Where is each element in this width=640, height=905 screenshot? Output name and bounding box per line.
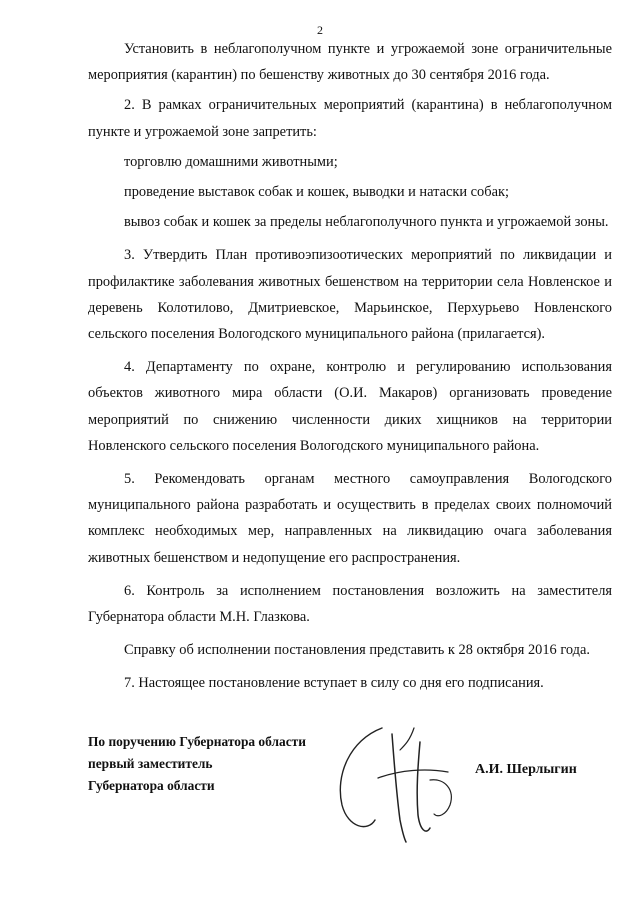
paragraph-item-6: 6. Контроль за исполнением постановления возложить на заместителя Губернатора области М.Н. Глазкова.	[88, 582, 612, 626]
paragraph-item-4: 4. Департаменту по охране, контролю и регулированию использования объектов животного мира области (О.И. Макаров) организовать проведение мероприятий по снижению численности диких хищников на территории Новленского сельского поселения Вологодского муниципального района.	[88, 359, 612, 454]
paragraph-item-5: 5. Рекомендовать органам местного самоуправления Вологодского муниципального района разработать и осуществить в пределах своих полномочий комплекс необходимых мер, направленных на ликвидацию очага заболевания животных бешенством и недопущение его распространения.	[88, 471, 612, 566]
signature-line-2: первый заместитель	[88, 756, 213, 771]
document-body	[88, 36, 612, 697]
signature-line-3: Губернатора области	[88, 778, 215, 793]
paragraph-item-3: 3. Утвердить План противоэпизоотических мероприятий по ликвидации и профилактике заболевания животных бешенством на территории села Новленское и деревень Колотилово, Дмитриевское, Марьинское, Перхурьево Новленского сельского поселения Вологодского муниципального района (прилагается).	[88, 247, 612, 343]
paragraph-prohibition-trade: торговлю домашними животными;	[124, 153, 338, 170]
paragraph-quarantine: Установить в неблагополучном пункте и угрожаемой зоне ограничительные мероприятия (карантин) по бешенству животных до 30 сентября 2016 года.	[88, 41, 612, 84]
paragraph-prohibition-export: вывоз собак и кошек за пределы неблагополучного пункта и угрожаемой зоны.	[124, 214, 609, 231]
paragraph-item-7: 7. Настоящее постановление вступает в силу со дня его подписания.	[124, 675, 544, 692]
page-number: 2	[317, 23, 323, 37]
handwritten-signature	[330, 720, 480, 845]
signer-name: А.И. Шерлыгин	[475, 762, 577, 777]
paragraph-report: Справку об исполнении постановления представить к 28 октября 2016 года.	[124, 642, 590, 659]
paragraph-item-2: 2. В рамках ограничительных мероприятий (карантина) в неблагополучном пункте и угрожаемой зоне запретить:	[88, 97, 612, 140]
signature-block	[88, 731, 306, 797]
paragraph-prohibition-exhibitions: проведение выставок собак и кошек, выводки и натаски собак;	[124, 184, 509, 201]
signature-line-1: По поручению Губернатора области	[88, 734, 306, 749]
